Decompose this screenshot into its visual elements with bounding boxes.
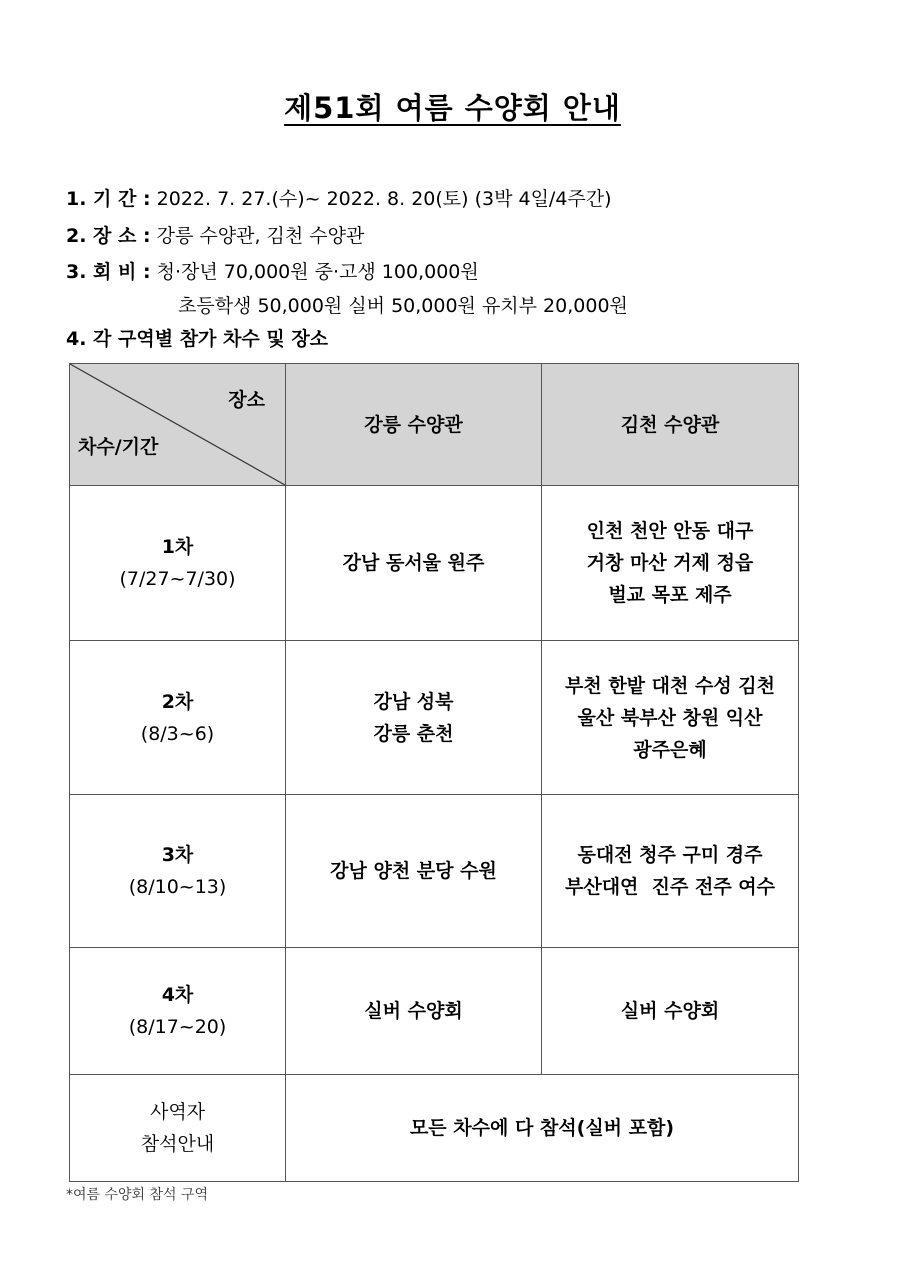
gangneung-cell	[286, 641, 542, 795]
info-period	[66, 184, 612, 211]
info-fee-line2: 초등학생 50,000원 실버 50,000원 유치부 20,000원	[178, 295, 628, 317]
region-line: 벌교 목포 제주	[608, 584, 732, 606]
round-cell	[70, 641, 286, 795]
region-line: 울산 북부산 창원 익산	[577, 706, 763, 729]
region-line: 강릉 춘천	[373, 722, 454, 745]
info-place-value: 강릉 수양관, 김천 수양관	[156, 225, 365, 247]
round-cell	[70, 948, 286, 1075]
gangneung-cell	[286, 948, 542, 1075]
round-dates: (8/17~20)	[128, 1016, 227, 1038]
region-line: 실버 수양회	[620, 1000, 720, 1022]
table-row	[70, 486, 799, 641]
info-period-value: 2022. 7. 27.(수)~ 2022. 8. 20(토) (3박 4일/4주간)	[156, 188, 612, 210]
info-section4-label: 4. 각 구역별 참가 차수 및 장소	[66, 328, 329, 350]
minister-info-cell: 모든 차수에 다 참석(실버 포함)	[286, 1075, 799, 1182]
gimcheon-cell	[542, 948, 799, 1075]
table-row	[70, 948, 799, 1075]
header-round-label: 차수/기간	[78, 436, 159, 458]
region-line: 부천 한밭 대천 수성 김천	[565, 674, 775, 697]
info-period-label: 1. 기 간 :	[66, 188, 151, 210]
region-line: 강남 양천 분당 수원	[330, 860, 497, 882]
info-fee-line1: 청·장년 70,000원 중·고생 100,000원	[156, 261, 479, 283]
round-cell	[70, 795, 286, 948]
minister-label-line2: 참석안내	[140, 1133, 215, 1155]
info-place	[66, 221, 364, 248]
gimcheon-cell	[542, 641, 799, 795]
gangneung-cell	[286, 795, 542, 948]
region-line: 실버 수양회	[364, 1000, 463, 1022]
table-header-row	[70, 364, 799, 486]
region-line: 거창 마산 거제 정읍	[586, 552, 754, 574]
page-title: 제51회 여름 수양회 안내	[284, 91, 621, 125]
table-row	[70, 795, 799, 948]
region-line: 강남 동서울 원주	[342, 552, 485, 574]
round-cell	[70, 486, 286, 641]
round-dates: (8/10~13)	[128, 876, 227, 898]
info-fee	[66, 257, 479, 284]
region-line: 강남 성북	[373, 690, 454, 713]
round-dates: (7/27~7/30)	[119, 568, 236, 590]
round-label: 3차	[161, 844, 194, 866]
header-place-label: 장소	[228, 389, 265, 411]
footnote: *여름 수양회 참석 구역	[66, 1187, 209, 1203]
minister-label-line1: 사역자	[149, 1101, 206, 1123]
round-label: 1차	[161, 536, 194, 558]
round-dates: (8/3~6)	[140, 722, 215, 745]
header-gimcheon: 김천 수양관	[542, 364, 799, 486]
region-line: 부산대연 진주 전주 여수	[565, 876, 775, 898]
info-place-label: 2. 장 소 :	[66, 225, 151, 247]
round-label: 4차	[161, 984, 194, 1006]
minister-label-cell	[70, 1075, 286, 1182]
gimcheon-cell	[542, 795, 799, 948]
diagonal-line	[70, 364, 285, 485]
round-label: 2차	[161, 690, 194, 713]
gangneung-cell	[286, 486, 542, 641]
info-section4	[66, 324, 328, 351]
header-diagonal-cell	[70, 364, 286, 486]
region-line: 인천 천안 안동 대구	[586, 520, 754, 542]
table-row	[70, 1075, 799, 1182]
region-line: 광주은혜	[633, 738, 707, 761]
info-fee-label: 3. 회 비 :	[66, 261, 151, 283]
gimcheon-cell	[542, 486, 799, 641]
table-row	[70, 641, 799, 795]
region-line: 동대전 청주 구미 경주	[577, 844, 763, 866]
schedule-table	[69, 363, 799, 1182]
header-gangneung: 강릉 수양관	[286, 364, 542, 486]
